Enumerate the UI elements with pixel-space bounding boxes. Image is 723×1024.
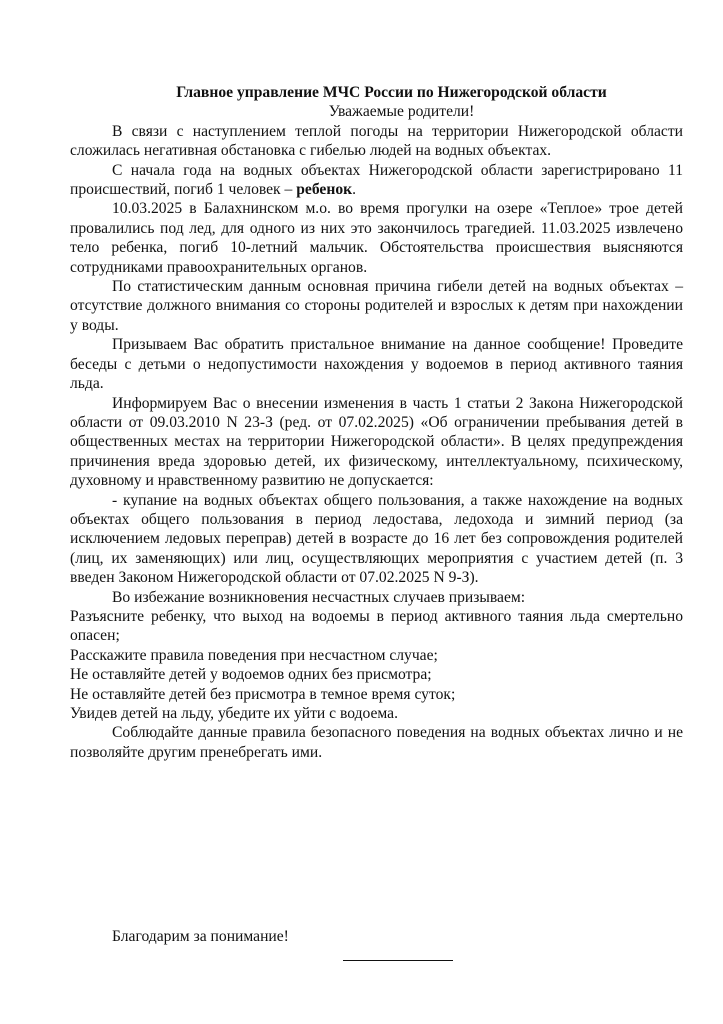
document-title: Главное управление МЧС России по Нижегородской области [176,84,607,101]
paragraph-statistics [70,161,683,200]
paragraph-advice-intro: Во избежание возникновения несчастных случаев призываем: [112,588,526,606]
salutation: Уважаемые родители! [328,103,475,121]
statistics-text: С начала года на водных объектах Нижегородской области зарегистрировано 11 происшествий, погиб 1 человек – [70,161,683,199]
paragraph-cause: По статистическим данным основная причина гибели детей на водных объектах – отсутствие должного внимания со стороны родителей и взрослых к детям при нахождении у воды. [70,278,683,334]
thanks-line: Благодарим за понимание! [112,928,289,945]
advice-item: Не оставляйте детей без присмотра в темное время суток; [70,685,456,703]
statistics-bold: ребенок [296,181,353,199]
advice-item: Разъясните ребенку, что выход на водоемы в период активного таяния льда смертельно опасен; [70,607,683,645]
document-body [70,83,683,762]
paragraph-appeal: Призываем Вас обратить пристальное внимание на данное сообщение! Проведите беседы с детьми о недопустимости нахождения у водоемов в период активного таяния льда. [70,336,683,393]
statistics-end: . [352,181,357,199]
paragraph-closing: Соблюдайте данные правила безопасного поведения на водных объектах лично и не позволяйте другим пренебрегать ими. [70,724,683,761]
paragraph-law: Информируем Вас о внесении изменения в часть 1 статьи 2 Закона Нижегородской области от 09.03.2010 N 23-З (ред. от 07.02.2025) «Об ограничении пребывания детей в общественных местах на территории Нижегородской области». В целях предупреждения причинения вреда здоровью детей, их физическому, интеллектуальному, психическому, духовному и нравственному развитию не допускается: [70,394,683,490]
advice-item: Увидев детей на льду, убедите их уйти с водоема. [70,705,398,722]
advice-item: Расскажите правила поведения при несчастном случае; [70,646,438,664]
paragraph-law-item: - купание на водных объектах общего пользования, а также нахождение на водных объектах общего пользования в период ледостава, ледохода и зимний период (за исключением ледовых переправ) детей в возрасте до 16 лет без сопровождения родителей (лиц, их заменяющих) или лиц, осуществляющих мероприятия с участием детей (п. 3 введен Законом Нижегородской области от 07.02.2025 N 9-З). [70,491,683,587]
paragraph-weather: В связи с наступлением теплой погоды на территории Нижегородской области сложилась негативная обстановка с гибелью людей на водных объектах. [70,122,683,160]
paragraph-incident: 10.03.2025 в Балахнинском м.о. во время прогулки на озере «Теплое» трое детей провалились под лед, для одного из них это закончилось трагедией. 11.03.2025 извлечено тело ребенка, погиб 10-летний мальчик. Обстоятельства происшествия выясняются сотрудниками правоохранительных органов. [70,200,683,276]
divider-line [343,960,453,961]
advice-item: Не оставляйте детей у водоемов одних без присмотра; [70,666,432,684]
